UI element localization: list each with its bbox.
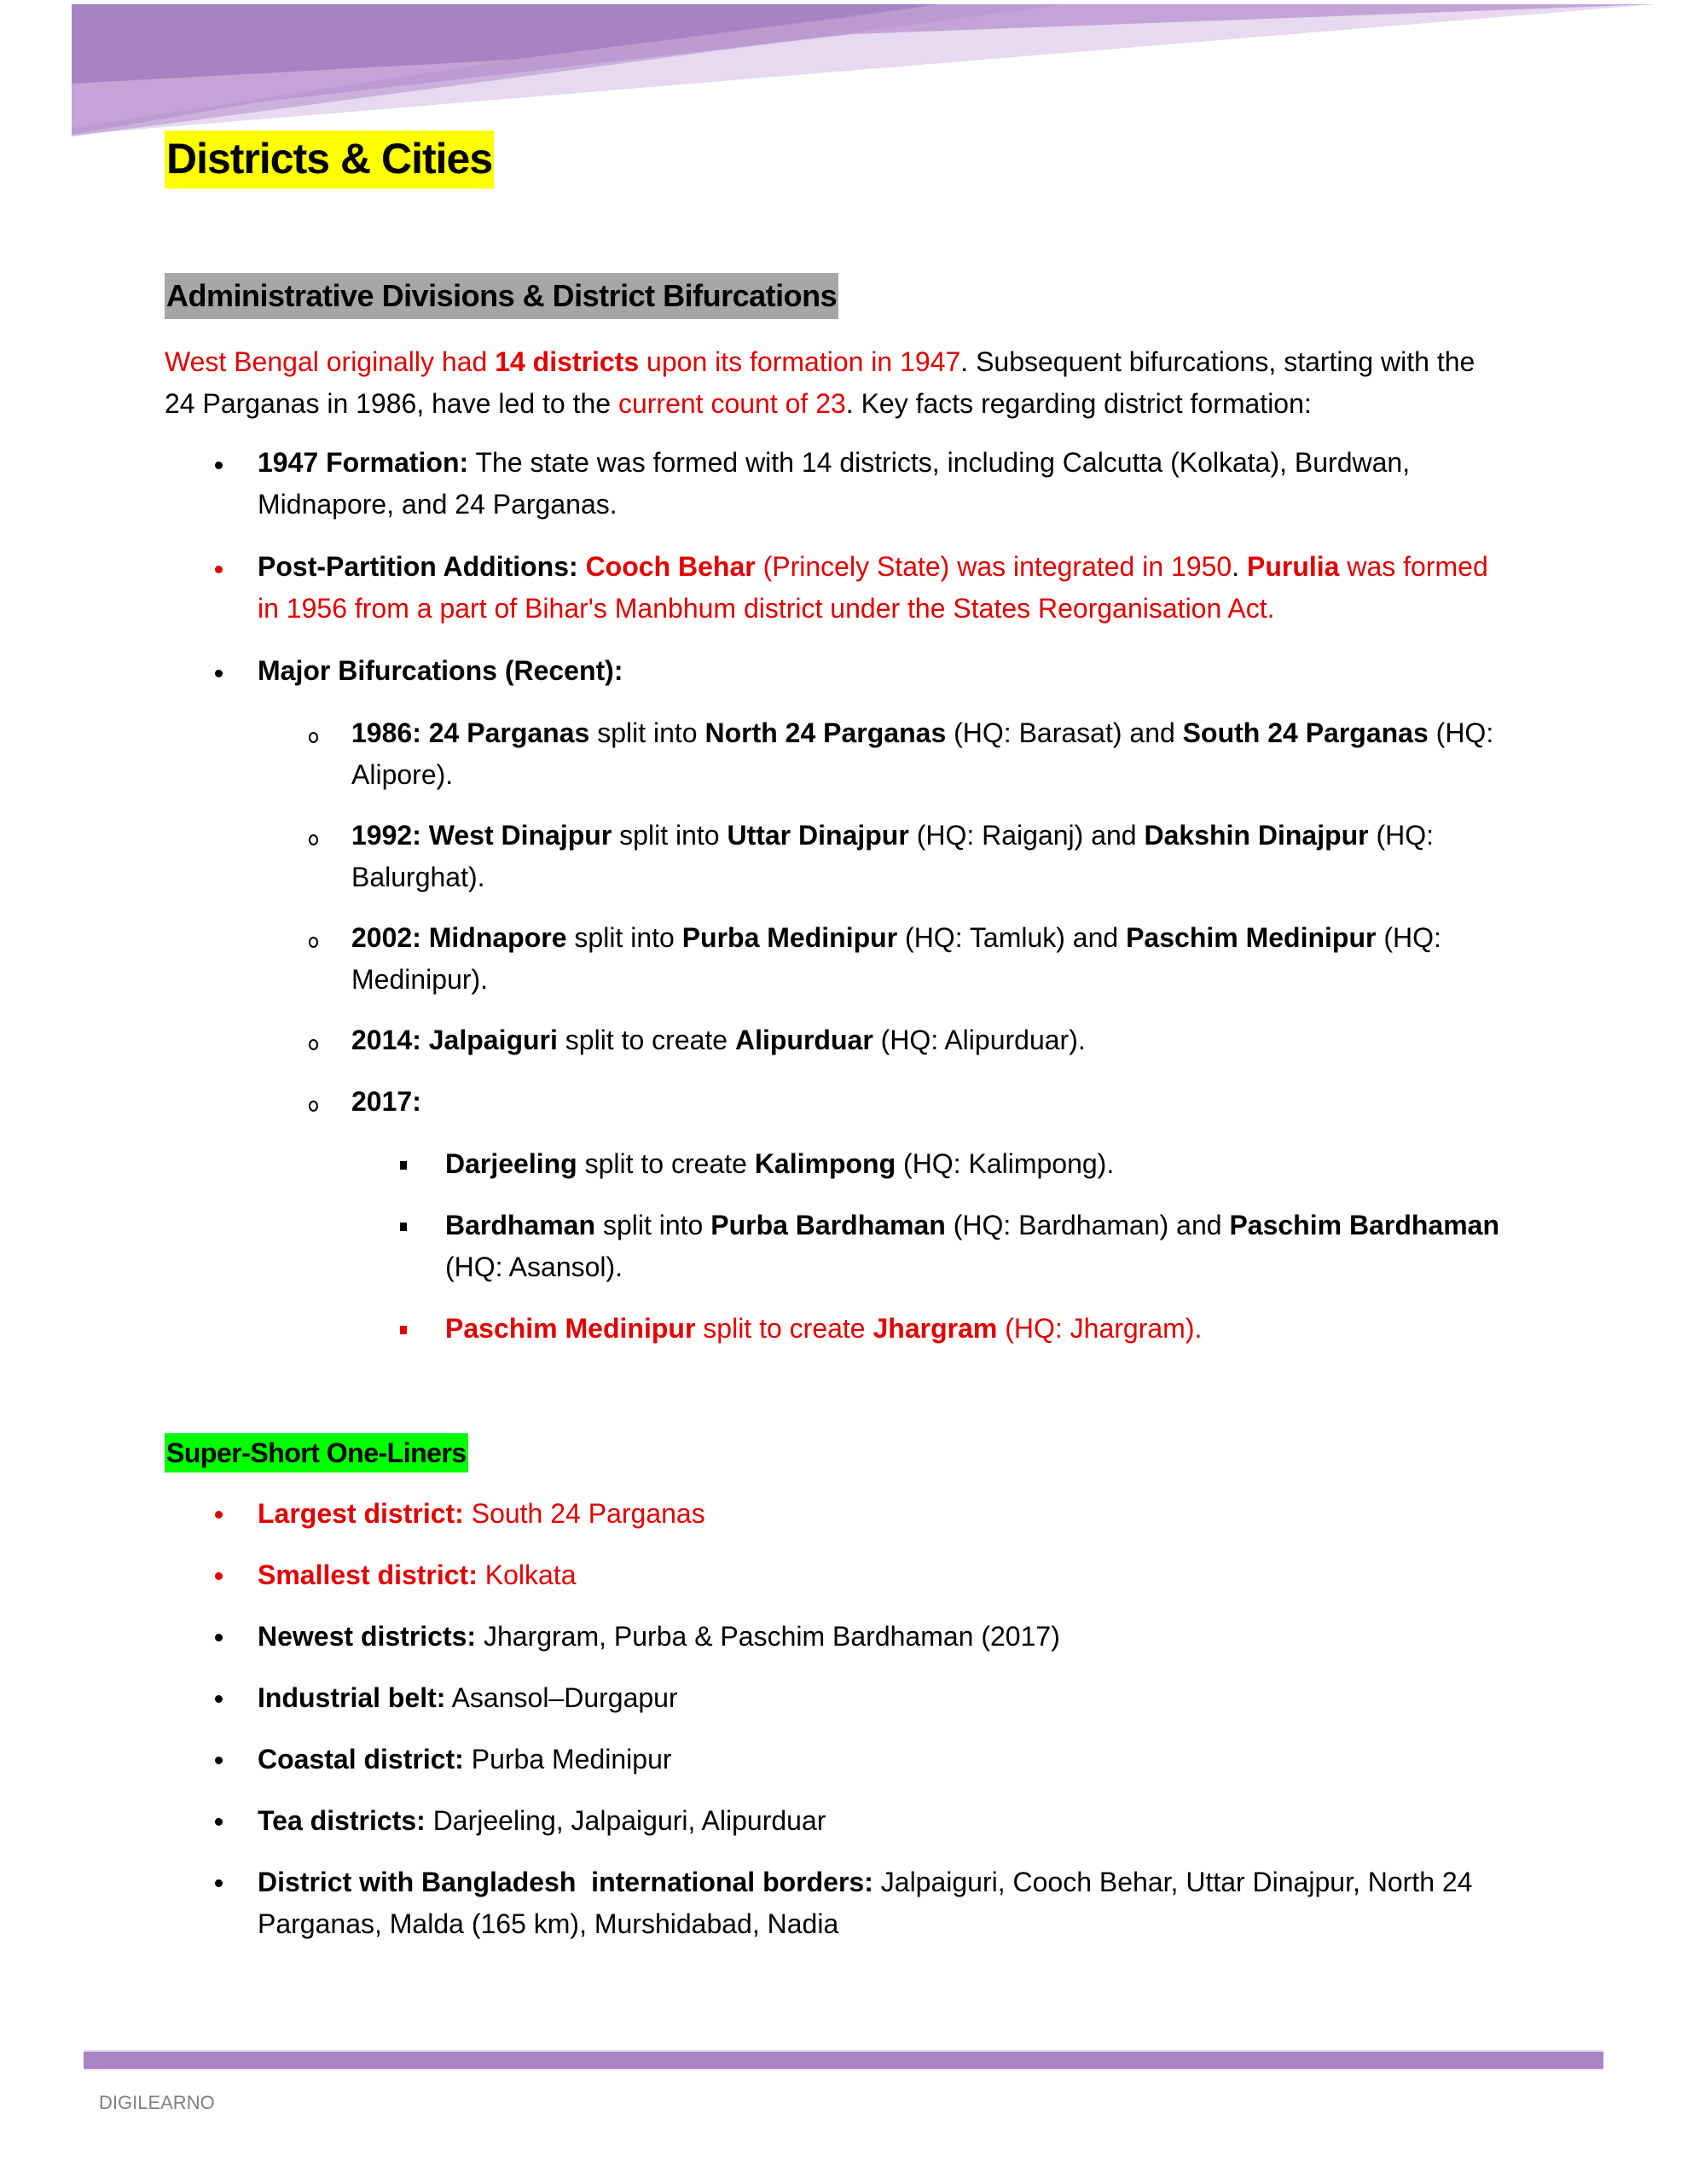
district-name: Purba Bardhaman xyxy=(710,1210,946,1240)
list-item-emphasis: Cooch Behar xyxy=(585,551,756,582)
district-name: Kalimpong xyxy=(754,1148,896,1179)
one-liner-value: Asansol–Durgapur xyxy=(445,1682,678,1713)
district-name: West Dinajpur xyxy=(420,820,612,851)
text: (HQ: Jhargram). xyxy=(997,1313,1203,1344)
list-item-text: was formed in 1956 from a part of Bihar's Manbhum district under the States Reorganisation Act. xyxy=(258,551,1488,624)
one-liner-label: Smallest district: xyxy=(258,1560,478,1590)
sub-sub-list-item-jhargram xyxy=(445,1308,1511,1350)
circle-bullet-icon xyxy=(309,834,318,845)
district-name: Uttar Dinajpur xyxy=(727,820,909,851)
one-liner-value: South 24 Parganas xyxy=(463,1498,705,1529)
text: (HQ: Kalimpong). xyxy=(896,1148,1115,1179)
district-name: Jalpaiguri xyxy=(420,1025,558,1055)
district-name: 24 Parganas xyxy=(420,717,590,748)
district-name: Jhargram xyxy=(872,1313,998,1344)
bullet-icon xyxy=(215,1757,223,1764)
year-label: 2017: xyxy=(351,1086,421,1117)
bullet-icon xyxy=(215,1572,223,1580)
square-bullet-icon xyxy=(400,1223,407,1231)
district-name: North 24 Parganas xyxy=(704,717,947,748)
district-name: Paschim Medinipur xyxy=(1126,922,1377,953)
sub-sub-list-item-kalimpong xyxy=(445,1143,1511,1185)
one-liner-label: Newest districts: xyxy=(258,1621,477,1652)
list-item-post-partition xyxy=(258,546,1511,630)
one-liner-label: Tea districts: xyxy=(258,1805,426,1836)
bullet-icon xyxy=(215,1634,223,1641)
circle-bullet-icon xyxy=(309,937,318,948)
year-label: 1986: xyxy=(351,717,421,748)
one-liner-item xyxy=(258,1800,1511,1842)
text: (HQ: Tamluk) and xyxy=(897,922,1127,953)
list-item-1947-formation xyxy=(258,442,1511,526)
text: (HQ: Barasat) and xyxy=(946,717,1183,748)
one-liner-item xyxy=(258,1677,1511,1719)
one-liner-value: Jalpaiguri, Cooch Behar, Uttar Dinajpur, North 24 Parganas, Malda (165 km), Murshidabad, Nadia xyxy=(258,1867,1473,1939)
text: (HQ: Alipurduar). xyxy=(872,1025,1086,1055)
text: (HQ: Asansol). xyxy=(445,1252,623,1282)
text: (HQ: Bardhaman) and xyxy=(945,1210,1230,1240)
footer-brand: DIGILEARNO xyxy=(99,2092,215,2113)
bullet-icon xyxy=(215,1879,223,1887)
text: (HQ: Medinipur). xyxy=(351,922,1441,995)
one-liner-item xyxy=(258,1493,1511,1535)
sub-list-item-2002 xyxy=(351,917,1511,1001)
text: split into xyxy=(566,922,682,953)
text: split into xyxy=(612,820,728,851)
text: (HQ: Alipore). xyxy=(351,717,1494,790)
intro-text-red-1: West Bengal originally had xyxy=(165,346,496,377)
one-liner-value: Darjeeling, Jalpaiguri, Alipurduar xyxy=(425,1805,826,1836)
one-liner-item xyxy=(258,1862,1511,1945)
bullet-icon xyxy=(215,462,223,469)
circle-bullet-icon xyxy=(309,732,318,743)
text: split to create xyxy=(557,1025,735,1055)
intro-paragraph xyxy=(165,341,1504,425)
bullet-icon xyxy=(215,1818,223,1826)
sub-list-item-1986 xyxy=(351,712,1511,796)
year-label: 1992: xyxy=(351,820,421,851)
district-name: Midnapore xyxy=(420,922,567,953)
district-name: Paschim Medinipur xyxy=(445,1313,696,1344)
one-liner-item xyxy=(258,1554,1511,1596)
section-heading-one-liners: Super-Short One-Liners xyxy=(165,1433,468,1472)
bullet-icon xyxy=(215,1511,223,1519)
page-title: Districts & Cities xyxy=(165,131,494,189)
year-label: 2014: xyxy=(351,1025,421,1055)
list-item-label: Post-Partition Additions: xyxy=(258,551,578,582)
one-liner-label: Coastal district: xyxy=(258,1744,464,1774)
sub-list-item-2017 xyxy=(351,1081,1511,1123)
intro-text-red-3: current count of 23 xyxy=(617,388,846,419)
list-item-text: (Princely State) was integrated in 1950 xyxy=(755,551,1232,582)
text: split to create xyxy=(577,1148,755,1179)
text: split to create xyxy=(695,1313,873,1344)
one-liner-value: Kolkata xyxy=(477,1560,577,1590)
district-name: Dakshin Dinajpur xyxy=(1144,820,1369,851)
intro-text-1: . Subsequent bifurcations, starting with the 24 Parganas in 1986, have led to the xyxy=(165,346,1475,419)
list-item-emphasis: Purulia xyxy=(1247,551,1340,582)
bullet-icon xyxy=(215,1695,223,1703)
square-bullet-icon xyxy=(400,1326,407,1334)
circle-bullet-icon xyxy=(309,1039,318,1050)
list-item-major-bifurcations xyxy=(258,650,1511,692)
bullet-icon xyxy=(215,670,223,677)
bullet-icon xyxy=(215,566,223,573)
one-liner-label: Industrial belt: xyxy=(258,1682,446,1713)
circle-bullet-icon xyxy=(309,1101,318,1112)
footer-bar xyxy=(84,2050,1603,2071)
district-name: Purba Medinipur xyxy=(681,922,898,953)
one-liner-value: Purba Medinipur xyxy=(463,1744,672,1774)
one-liner-value: Jhargram, Purba & Paschim Bardhaman (2017) xyxy=(476,1621,1060,1652)
intro-text-red-2: upon its formation in 1947 xyxy=(639,346,961,377)
list-item-label: 1947 Formation: xyxy=(258,447,469,478)
text: split into xyxy=(595,1210,711,1240)
district-name: Bardhaman xyxy=(445,1210,596,1240)
one-liner-item xyxy=(258,1739,1511,1780)
year-label: 2002: xyxy=(351,922,421,953)
list-item-label: Major Bifurcations (Recent): xyxy=(258,655,623,686)
section-heading-admin-divisions: Administrative Divisions & District Bifurcations xyxy=(165,273,838,319)
sub-sub-list-item-bardhaman xyxy=(445,1205,1511,1288)
text: (HQ: Raiganj) and xyxy=(908,820,1145,851)
district-name: Darjeeling xyxy=(445,1148,577,1179)
header-decoration xyxy=(0,0,1687,145)
intro-text-bold-red: 14 districts xyxy=(495,346,640,377)
one-liner-label: District with Bangladesh international borders: xyxy=(258,1867,873,1897)
one-liner-label: Largest district: xyxy=(258,1498,464,1529)
intro-text-2: . Key facts regarding district formation: xyxy=(845,388,1312,419)
sub-list-item-1992 xyxy=(351,815,1511,898)
list-item-text: . xyxy=(1232,551,1247,582)
one-liner-item xyxy=(258,1616,1511,1658)
square-bullet-icon xyxy=(400,1161,407,1170)
sub-list-item-2014 xyxy=(351,1019,1511,1061)
district-name: Paschim Bardhaman xyxy=(1229,1210,1499,1240)
list-item-text: The state was formed with 14 districts, including Calcutta (Kolkata), Burdwan, Midnapore, and 24 Parganas. xyxy=(258,447,1411,520)
text: split into xyxy=(589,717,705,748)
text: (HQ: Balurghat). xyxy=(351,820,1435,892)
district-name: South 24 Parganas xyxy=(1182,717,1429,748)
district-name: Alipurduar xyxy=(734,1025,873,1055)
